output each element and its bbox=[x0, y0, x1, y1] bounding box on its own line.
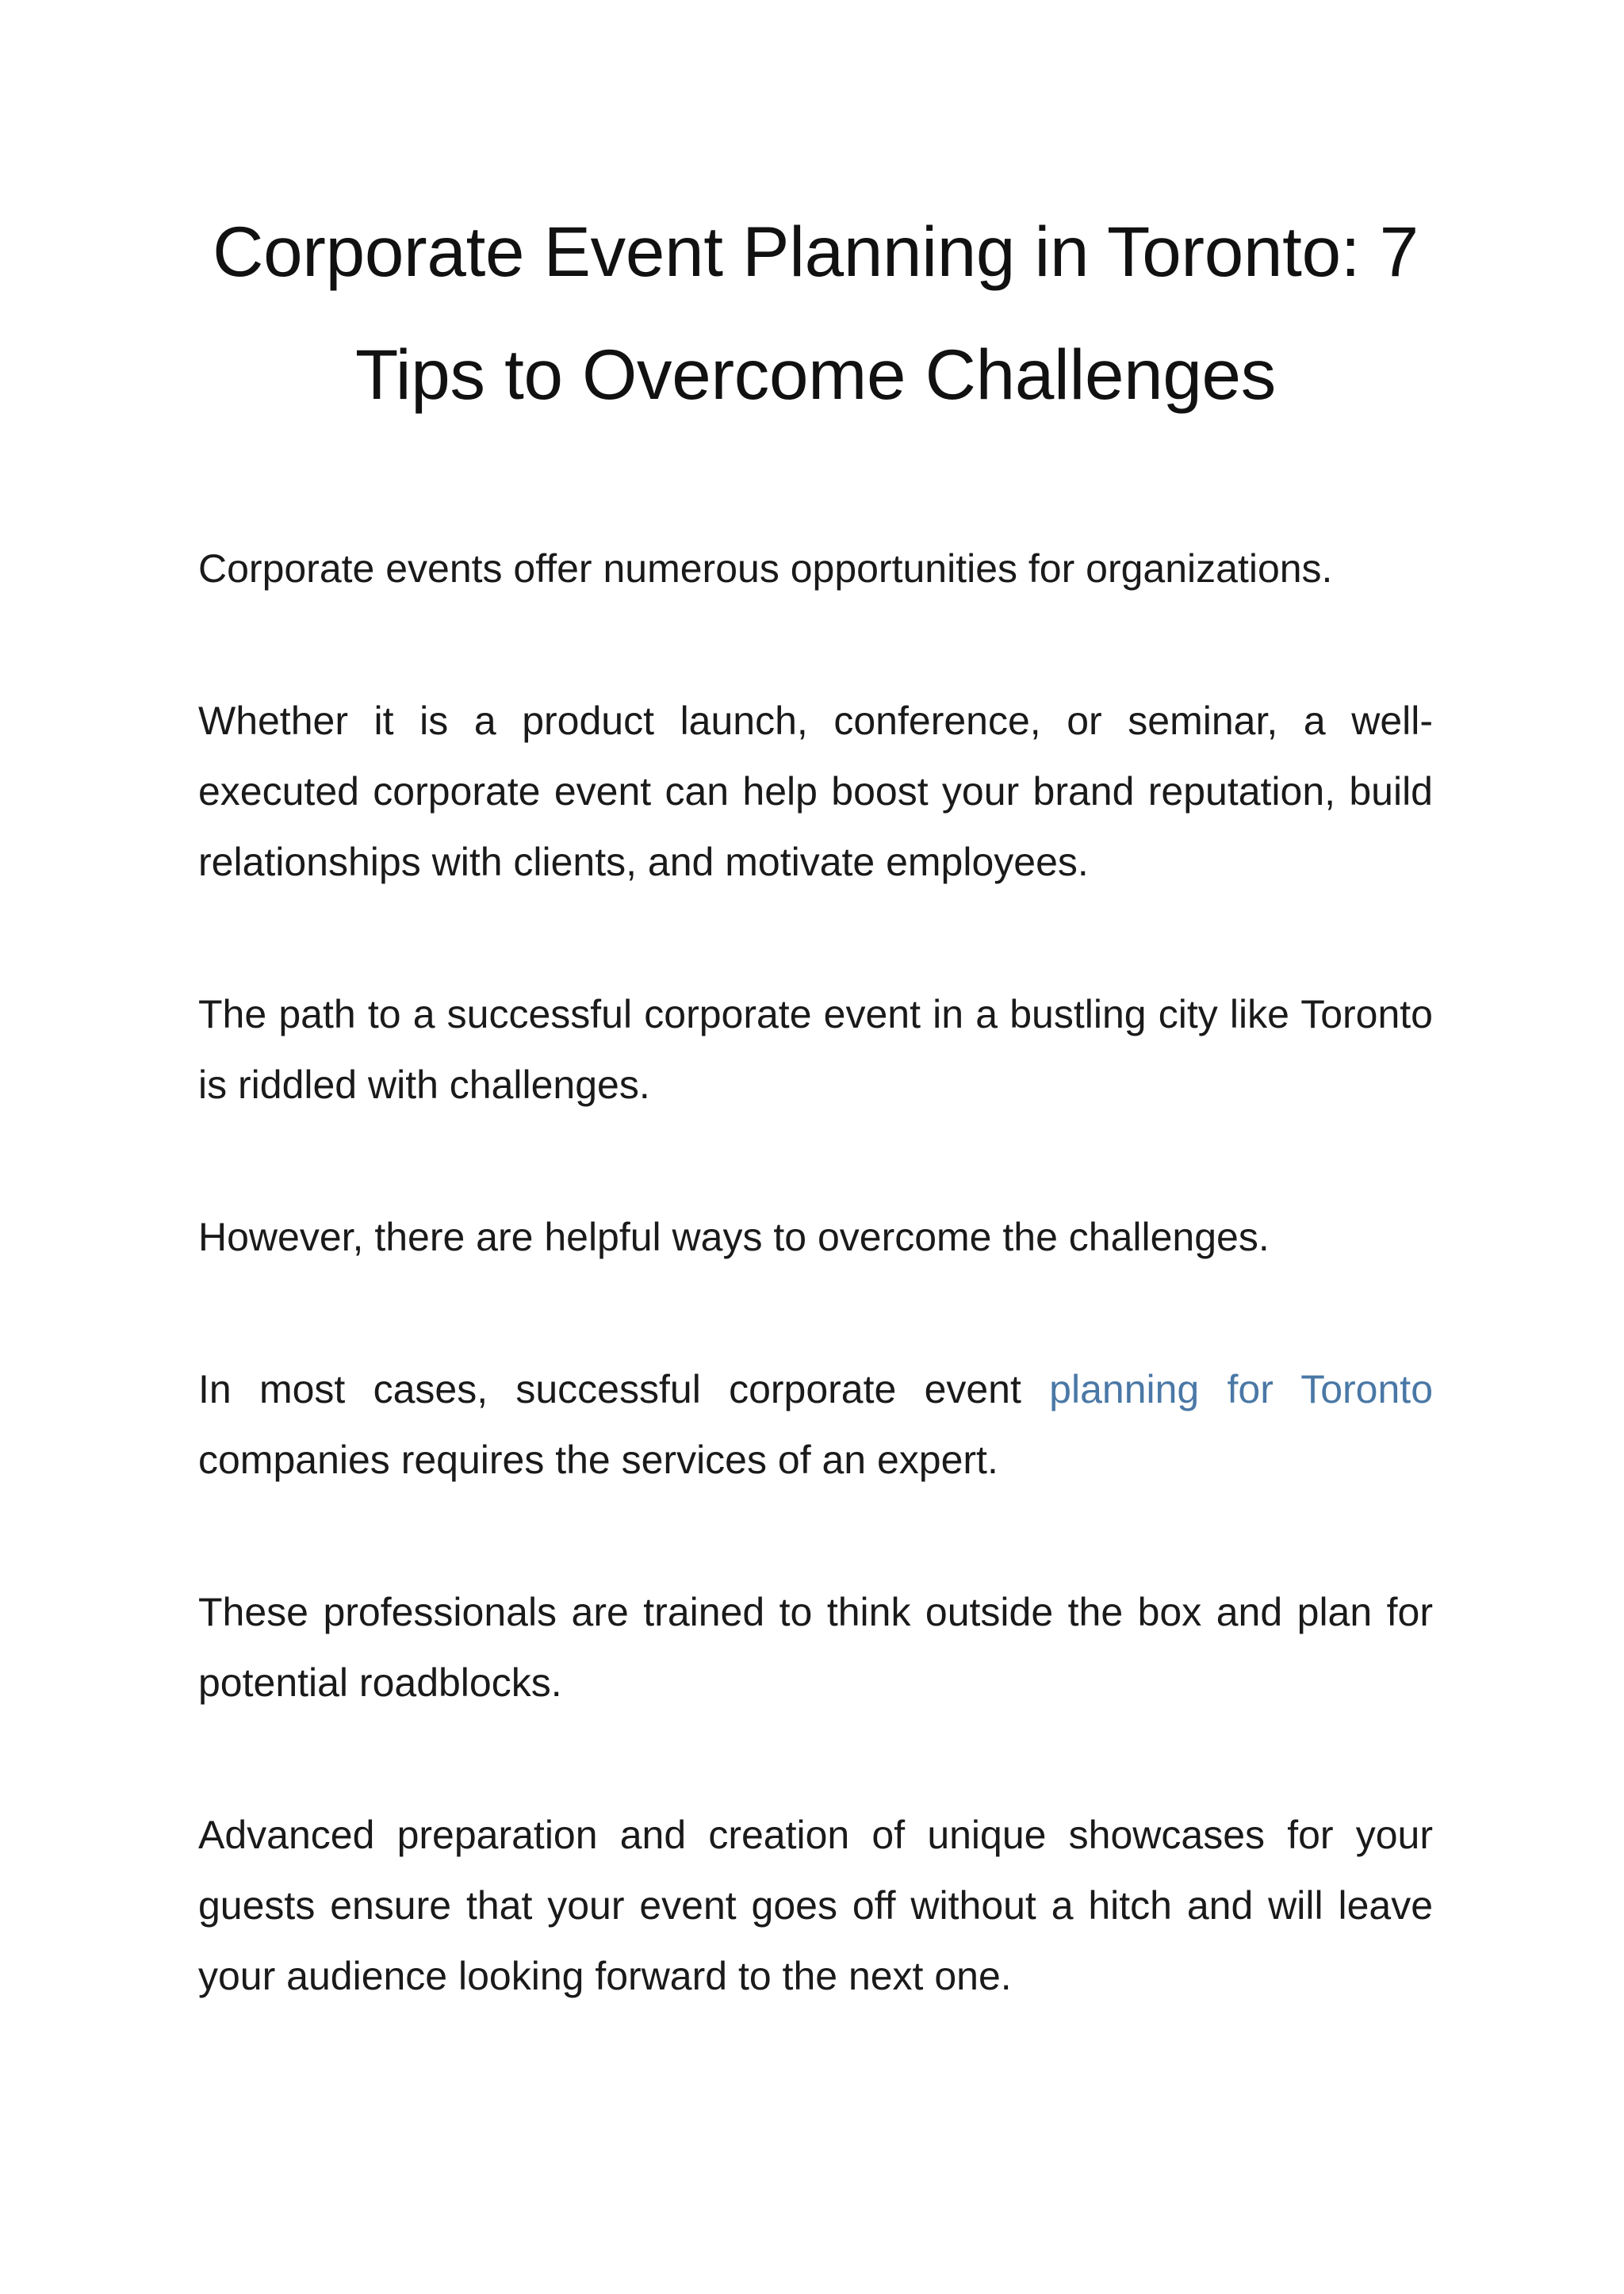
paragraph-7: Advanced preparation and creation of unique showcases for your guests ensure that your event goes off without a hitch and will leave your audience looking forward to the next one. bbox=[198, 1813, 1433, 1998]
document-title: Corporate Event Planning in Toronto: 7 Tips to Overcome Challenges bbox=[213, 212, 1419, 414]
planning-for-toronto-link[interactable]: planning for Toronto bbox=[1049, 1367, 1433, 1411]
paragraph-4: However, there are helpful ways to overcome the challenges. bbox=[198, 1215, 1270, 1259]
document-body bbox=[198, 534, 1433, 2012]
paragraph-5 bbox=[198, 1354, 1433, 1496]
paragraph-5-text-after: companies requires the services of an expert. bbox=[198, 1438, 998, 1482]
paragraph-2: Whether it is a product launch, conference, or seminar, a well-executed corporate event can help boost your brand reputation, build relationships with clients, and motivate employees. bbox=[198, 699, 1433, 884]
document-content bbox=[198, 190, 1433, 2012]
paragraph-3: The path to a successful corporate event in a bustling city like Toronto is riddled with challenges. bbox=[198, 992, 1433, 1107]
paragraph-1: Corporate events offer numerous opportunities for organizations. bbox=[198, 546, 1333, 591]
paragraph-6: These professionals are trained to think outside the box and plan for potential roadblocks. bbox=[198, 1590, 1433, 1705]
paragraph-5-text-before: In most cases, successful corporate event bbox=[198, 1367, 1050, 1411]
